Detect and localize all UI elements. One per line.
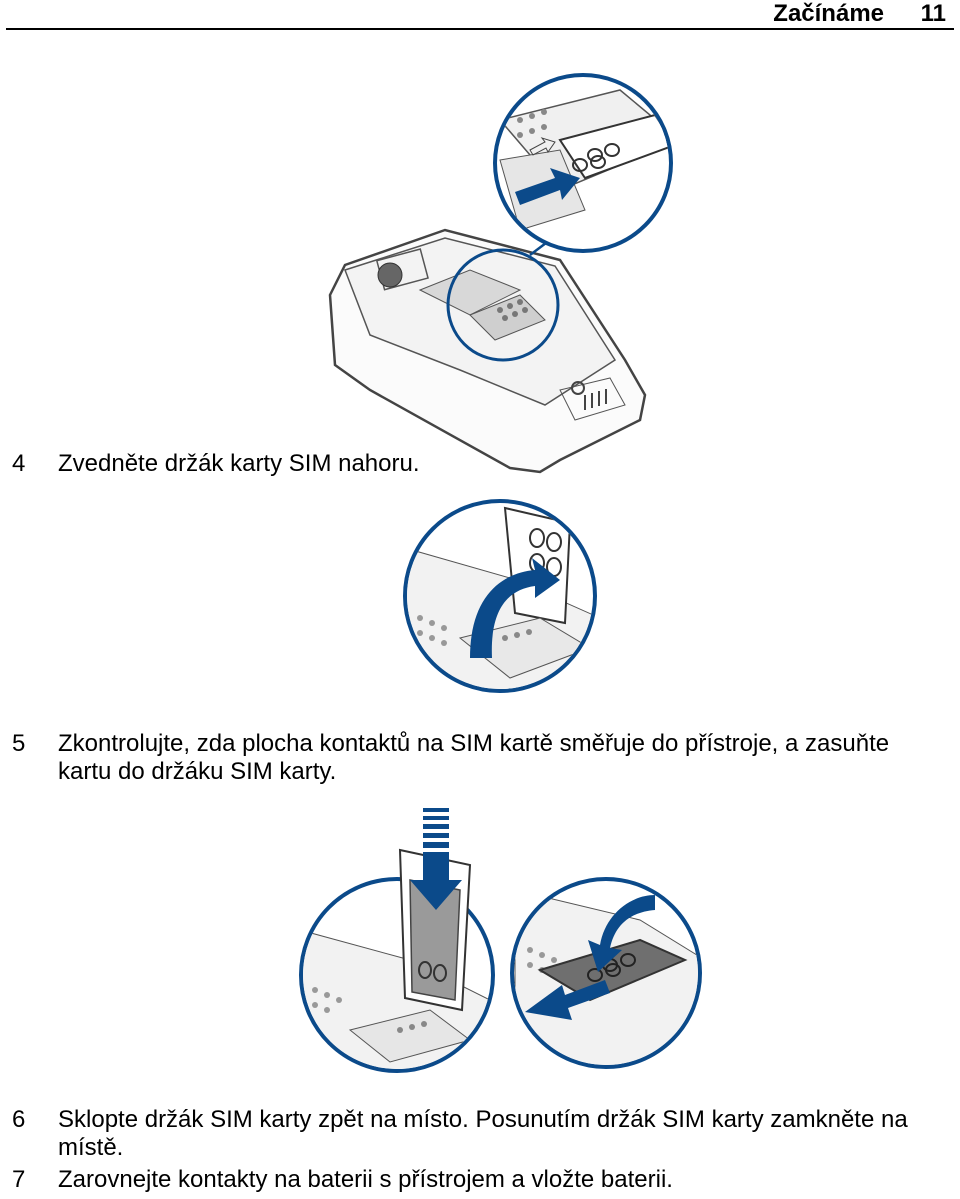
illustration-phone-sim-slot <box>0 60 960 500</box>
step-number: 7 <box>12 1166 26 1193</box>
illustration-insert-sim-close-holder <box>0 800 960 1080</box>
step-number: 6 <box>12 1106 26 1133</box>
chapter-title: Začínáme <box>773 0 884 27</box>
step-text: Zkontrolujte, zda plocha kontaktů na SIM kartě směřuje do přístroje, a zasuňte kartu do držáku SIM karty. <box>58 730 890 785</box>
step-text: Zvedněte držák karty SIM nahoru. <box>58 450 420 477</box>
step-number: 5 <box>12 730 26 757</box>
page-header <box>6 0 954 30</box>
step-text: Sklopte držák SIM karty zpět na místo. Posunutím držák SIM karty zamkněte na místě. <box>58 1106 908 1161</box>
step-number: 4 <box>12 450 26 477</box>
step-text: Zarovnejte kontakty na baterii s přístrojem a vložte baterii. <box>58 1166 673 1193</box>
page-number: 11 <box>920 0 946 27</box>
illustration-lift-sim-holder <box>0 498 960 698</box>
